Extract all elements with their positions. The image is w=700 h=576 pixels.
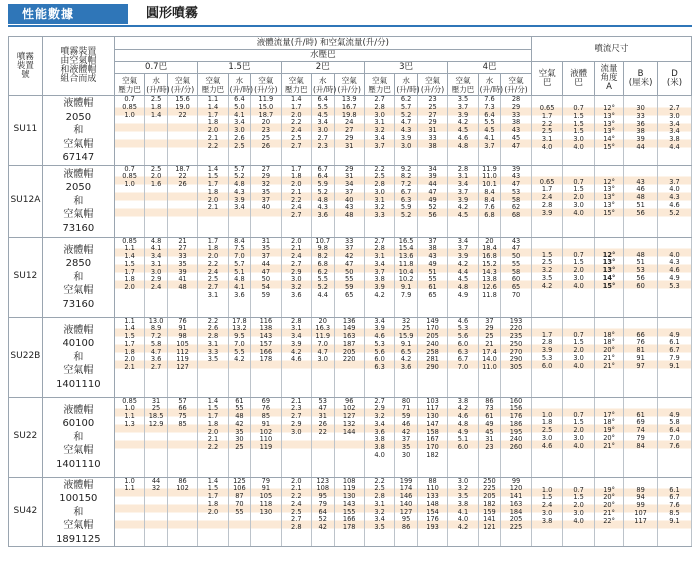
spray-cell: 30 33 36 38 39 44 bbox=[624, 96, 658, 166]
flow-cell: 1.1 1.4 1.7 1.8 2.0 2.1 2.2 bbox=[198, 96, 228, 166]
spray-cell: 0.7 1.5 2.0 3.0 4.0 bbox=[563, 397, 595, 477]
header-pressure-3: 3巴 bbox=[364, 62, 447, 74]
flow-cell: 43 47 50 55 58 60 65 70 bbox=[501, 237, 532, 317]
flow-cell: 7.6 7.3 6.4 5.5 4.5 4.1 3.7 bbox=[478, 96, 501, 166]
flow-cell: 6.4 5.5 4.5 3.4 3.0 2.7 2.3 bbox=[311, 96, 334, 166]
flow-cell: 37 38 43 49 51 55 61 65 bbox=[417, 237, 447, 317]
subheader-air: 空氣 (升/分) bbox=[501, 74, 532, 96]
flow-cell: 250 225 205 182 159 141 121 bbox=[478, 477, 501, 547]
flow-cell: 17.8 13.2 9.5 7.0 5.5 4.2 bbox=[228, 317, 251, 397]
combo-cell: 液體帽 40100 和 空氣帽 1401110 bbox=[42, 317, 114, 397]
flow-cell: 2.5 2.0 1.6 bbox=[145, 165, 168, 237]
spray-cell: 6.1 6.7 7.6 8.5 9.1 bbox=[657, 477, 691, 547]
flow-cell: 2.2 2.6 2.8 3.1 3.3 3.5 bbox=[198, 317, 228, 397]
subheader-water: 水 (升/時) bbox=[312, 75, 337, 94]
flow-cell: 53 47 31 26 22 bbox=[311, 397, 334, 477]
flow-cell: 2.7 2.8 3.1 3.4 3.7 3.8 3.9 4.2 bbox=[364, 237, 394, 317]
subheader-air: 空氣 (升/分) bbox=[334, 74, 364, 96]
subheader-air: 空氣 (升/分) bbox=[251, 74, 281, 96]
flow-cell: 69 76 85 91 102 110 119 bbox=[251, 397, 281, 477]
header-flow-group: 液體流量(升/時) 和空氣流量(升/分) bbox=[114, 37, 531, 50]
flow-cell: 2.2 2.5 2.8 3.0 3.1 3.2 3.3 bbox=[364, 165, 394, 237]
flow-cell: 33 37 42 47 50 55 59 65 bbox=[334, 237, 364, 317]
header-spray-air: 空氣 巴 bbox=[531, 62, 563, 96]
flow-cell: 39 43 47 53 58 62 68 bbox=[501, 165, 532, 237]
spray-cell: 0.65 1.7 2.4 2.8 3.9 bbox=[531, 165, 563, 237]
spray-cell: 48 51 53 56 60 bbox=[624, 237, 658, 317]
spray-cell: 1.0 1.8 2.5 3.0 4.6 bbox=[531, 397, 563, 477]
header-spray-b: B (厘米) bbox=[624, 62, 658, 96]
header-model: 噴霧 裝置 號 bbox=[9, 37, 43, 96]
table-row bbox=[9, 317, 692, 397]
model-cell: SU12 bbox=[9, 237, 43, 317]
flow-cell: 0.7 0.85 1.0 bbox=[114, 96, 144, 166]
flow-cell: 13.0 8.9 7.2 5.8 4.7 3.6 2.7 bbox=[145, 317, 168, 397]
flow-cell: 103 117 130 147 158 167 170 182 bbox=[417, 397, 447, 477]
spray-cell: 1.0 1.5 2.4 3.0 3.8 bbox=[531, 477, 563, 547]
flow-cell: 3.8 4.2 4.6 4.8 4.9 5.1 6.0 bbox=[448, 397, 478, 477]
header-water-pressure: 水壓巴 bbox=[114, 50, 531, 62]
model-cell: SU22B bbox=[9, 317, 43, 397]
model-cell: SU22 bbox=[9, 397, 43, 477]
flow-cell: 15.6 19.0 22 bbox=[167, 96, 197, 166]
header-pressure-0: 0.7巴 bbox=[114, 62, 197, 74]
flow-cell: 1.4 1.5 1.7 1.8 2.0 2.1 bbox=[198, 165, 228, 237]
flow-cell: 20 18.4 16.8 15.2 14.3 13.8 12.6 11.8 bbox=[478, 237, 501, 317]
flow-cell: 86 102 bbox=[167, 477, 197, 547]
flow-cell: 3.4 3.9 4.6 5.3 5.6 6.0 6.3 bbox=[364, 317, 394, 397]
subheader-water: 水 (升/時) bbox=[479, 75, 504, 94]
spray-cell: 0.7 1.5 1.5 1.5 3.0 4.0 bbox=[563, 96, 595, 166]
flow-cell: 9.2 8.2 7.2 6.7 6.3 5.9 5.2 bbox=[395, 165, 418, 237]
table-row bbox=[9, 477, 692, 547]
flow-cell: 31 35 37 44 47 50 54 59 bbox=[251, 237, 281, 317]
flow-cell: 3.4 3.7 3.9 4.2 4.4 4.5 4.8 4.9 bbox=[448, 237, 478, 317]
table-row bbox=[9, 237, 692, 317]
spray-cell: 0.7 1.5 2.0 3.0 4.0 bbox=[563, 237, 595, 317]
flow-cell: 76 91 98 105 112 119 127 bbox=[167, 317, 197, 397]
flow-cell: 1.7 1.8 2.0 2.1 2.2 2.4 2.7 bbox=[281, 165, 311, 237]
spray-cell: 17° 18° 19° 20° 21° bbox=[594, 397, 623, 477]
subheader-air-pressure: 空氣 壓力巴 bbox=[364, 74, 394, 96]
flow-cell: 11.9 15.0 18.7 20 23 25 26 bbox=[251, 96, 281, 166]
flow-cell: 160 156 176 186 195 240 260 bbox=[501, 397, 532, 477]
flow-cell: 125 106 87 70 55 bbox=[228, 477, 251, 547]
flow-cell: 2.8 3.1 3.4 3.7 3.9 4.2 4.5 bbox=[448, 165, 478, 237]
subheader-water: 水 (升/時) bbox=[229, 75, 254, 94]
spray-cell: 18° 18° 20° 21° 21° bbox=[594, 317, 623, 397]
subheader-air: 空氣 (升/分) bbox=[167, 74, 197, 96]
spray-cell: 12° 13° 13° 14° 15° bbox=[594, 237, 623, 317]
flow-cell: 28 29 33 38 43 45 47 bbox=[501, 96, 532, 166]
spray-cell: 43 46 48 51 56 bbox=[624, 165, 658, 237]
flow-cell: 3.0 3.2 3.5 3.8 4.1 4.0 4.2 bbox=[448, 477, 478, 547]
flow-cell: 1.1 1.4 1.5 1.7 1.8 2.0 2.1 bbox=[114, 317, 144, 397]
flow-cell: 31 25 18.5 12.9 bbox=[145, 397, 168, 477]
flow-cell: 108 119 130 143 155 166 178 bbox=[334, 477, 364, 547]
flow-cell: 99 120 141 163 184 205 225 bbox=[501, 477, 532, 547]
flow-cell: 61 55 48 42 35 30 25 bbox=[228, 397, 251, 477]
subheader-air-pressure: 空氣 壓力巴 bbox=[281, 74, 311, 96]
flow-cell: 2.7 2.8 3.0 3.1 3.2 3.4 3.7 bbox=[364, 96, 394, 166]
header-spray-liquid: 液體 巴 bbox=[563, 62, 595, 96]
flow-cell: 10.7 9.8 8.2 6.8 6.2 5.5 5.2 4.4 bbox=[311, 237, 334, 317]
spray-cell: 1.7 2.8 3.9 5.3 6.0 bbox=[531, 317, 563, 397]
flow-cell: 37 29 25 21 17.4 14.0 11.0 bbox=[478, 317, 501, 397]
subheader-water: 水 (升/時) bbox=[146, 75, 170, 94]
flow-cell: 44 32 bbox=[145, 477, 168, 547]
flow-cell: 6.4 5.0 4.1 3.4 3.0 2.6 2.5 bbox=[228, 96, 251, 166]
header-pressure-2: 2巴 bbox=[281, 62, 364, 74]
spray-cell: 0.7 1.5 2.0 3.0 4.0 bbox=[563, 165, 595, 237]
model-cell: SU12A bbox=[9, 165, 43, 237]
table-row bbox=[9, 397, 692, 477]
header-pressure-1: 1.5巴 bbox=[198, 62, 281, 74]
header-spray-size: 噴流尺寸 bbox=[531, 37, 691, 62]
combo-cell: 液體帽 2050 和 空氣帽 73160 bbox=[42, 165, 114, 237]
flow-cell: 1.4 1.7 2.0 2.2 2.4 2.5 2.7 bbox=[281, 96, 311, 166]
header-spray-d: D (米) bbox=[657, 62, 691, 96]
spray-cell: 2.7 3.0 3.4 3.4 3.8 4.4 bbox=[657, 96, 691, 166]
spray-cell: 12° 13° 13° 13° 15° bbox=[594, 165, 623, 237]
flow-cell: 199 174 146 140 127 95 86 bbox=[395, 477, 418, 547]
flow-cell: 2.5 1.8 1.4 bbox=[145, 96, 168, 166]
header-divider bbox=[8, 25, 692, 27]
flow-cell: 2.0 2.1 2.2 2.4 2.5 2.7 2.8 bbox=[281, 477, 311, 547]
flow-cell: 116 138 143 157 166 178 bbox=[251, 317, 281, 397]
spray-cell: 66 76 81 91 97 bbox=[624, 317, 658, 397]
header-pressure-4: 4巴 bbox=[448, 62, 532, 74]
flow-cell: 149 170 205 240 258 281 290 bbox=[417, 317, 447, 397]
spray-cell: 0.7 1.5 2.0 3.0 4.0 bbox=[563, 317, 595, 397]
flow-cell: 13.9 16.7 19.8 24 27 29 31 bbox=[334, 96, 364, 166]
flow-cell: 29 31 34 37 40 43 48 bbox=[334, 165, 364, 237]
flow-cell: 2.1 2.3 2.7 2.9 3.0 bbox=[281, 397, 311, 477]
flow-cell: 16.5 15.4 13.6 11.8 10.4 10.2 9.1 7.9 bbox=[395, 237, 418, 317]
flow-cell: 1.0 1.1 bbox=[114, 477, 144, 547]
flow-cell: 80 71 59 46 42 37 35 30 bbox=[395, 397, 418, 477]
section-header bbox=[8, 4, 692, 26]
flow-cell: 2.0 2.1 2.4 2.7 2.9 3.0 3.2 3.6 bbox=[281, 237, 311, 317]
spray-cell: 19° 20° 20° 21° 22° bbox=[594, 477, 623, 547]
flow-cell: 2.7 2.9 3.2 3.4 3.6 3.8 3.8 4.0 bbox=[364, 397, 394, 477]
spray-cell: 0.65 1.7 2.2 2.5 3.1 4.0 bbox=[531, 96, 563, 166]
header-combo: 噴霧裝置 由空氣帽 和液體帽 組合而成 bbox=[42, 37, 114, 96]
flow-cell: 32 25 15.9 9.1 6.5 4.2 3.6 bbox=[395, 317, 418, 397]
subheader-air: 空氣 (升/分) bbox=[417, 74, 447, 96]
flow-cell: 57 66 75 85 bbox=[167, 397, 197, 477]
flow-cell: 1.7 1.8 2.0 2.2 2.4 2.5 2.7 3.1 bbox=[198, 237, 228, 317]
flow-cell: 123 108 95 79 64 52 42 bbox=[311, 477, 334, 547]
flow-cell: 8.4 7.5 7.0 5.7 5.1 4.8 4.1 3.6 bbox=[228, 237, 251, 317]
flow-cell: 136 149 163 187 205 220 bbox=[334, 317, 364, 397]
flow-cell: 20 16.3 11.9 7.0 4.7 3.0 bbox=[311, 317, 334, 397]
combo-cell: 液體帽 2850 和 空氣帽 73160 bbox=[42, 237, 114, 317]
flow-cell: 5.7 5.2 4.8 4.3 3.9 3.4 bbox=[228, 165, 251, 237]
table-row bbox=[9, 96, 692, 166]
flow-cell: 1.4 1.5 1.7 1.8 2.0 2.1 2.2 bbox=[198, 397, 228, 477]
model-cell: SU11 bbox=[9, 96, 43, 166]
flow-cell: 0.85 1.1 1.4 1.5 1.7 1.8 2.0 bbox=[114, 237, 144, 317]
spray-cell: 0.7 1.5 2.0 3.0 4.0 bbox=[563, 477, 595, 547]
combo-cell: 液體帽 100150 和 空氣帽 1891125 bbox=[42, 477, 114, 547]
flow-cell: 3.5 3.7 3.9 4.2 4.5 4.6 4.8 bbox=[448, 96, 478, 166]
flow-cell: 2.2 2.5 2.8 3.1 3.2 3.4 3.5 bbox=[364, 477, 394, 547]
spray-cell: 3.7 4.0 4.3 4.6 5.2 bbox=[657, 165, 691, 237]
flow-cell: 4.6 5.3 5.6 6.0 6.3 6.7 7.0 bbox=[448, 317, 478, 397]
flow-cell: 1.4 1.5 1.7 1.8 2.0 bbox=[198, 477, 228, 547]
flow-cell: 11.9 11.0 10.1 8.4 8.4 7.6 6.8 bbox=[478, 165, 501, 237]
spray-cell: 4.9 6.1 6.7 7.9 9.1 bbox=[657, 317, 691, 397]
spray-cell: 12° 13° 13° 13° 14° 15° bbox=[594, 96, 623, 166]
spray-cell: 89 94 99 107 117 bbox=[624, 477, 658, 547]
subheader-water: 水 (升/時) bbox=[396, 75, 420, 94]
table-row bbox=[9, 165, 692, 237]
flow-cell: 193 220 235 250 270 290 305 bbox=[501, 317, 532, 397]
flow-cell: 88 110 133 148 154 176 193 bbox=[417, 477, 447, 547]
flow-cell: 18.7 22 26 bbox=[167, 165, 197, 237]
model-cell: SU42 bbox=[9, 477, 43, 547]
performance-table bbox=[8, 36, 692, 547]
flow-cell: 21 27 33 35 39 41 48 bbox=[167, 237, 197, 317]
spray-cell: 61 69 74 79 84 bbox=[624, 397, 658, 477]
subheader-air-pressure: 空氣 壓力巴 bbox=[198, 74, 228, 96]
flow-cell: 86 73 61 49 45 31 23 bbox=[478, 397, 501, 477]
subheader-air-pressure: 空氣 壓力巴 bbox=[448, 74, 478, 96]
page-title: 圓形噴霧 bbox=[146, 6, 199, 21]
flow-cell: 96 102 127 132 144 bbox=[334, 397, 364, 477]
flow-cell: 27 29 32 35 37 40 bbox=[251, 165, 281, 237]
subheader-air-pressure: 空氣 壓力巴 bbox=[114, 74, 144, 96]
flow-cell: 0.7 0.85 1.0 bbox=[114, 165, 144, 237]
header-spray-angle: 流量 角度 A bbox=[594, 62, 623, 96]
combo-cell: 液體帽 2050 和 空氣帽 67147 bbox=[42, 96, 114, 166]
flow-cell: 2.8 3.1 3.4 3.9 4.2 4.6 bbox=[281, 317, 311, 397]
flow-cell: 4.8 4.1 3.4 3.1 3.0 2.9 2.4 bbox=[145, 237, 168, 317]
spray-cell: 1.5 2.5 3.2 3.5 4.2 bbox=[531, 237, 563, 317]
flow-cell: 6.7 6.4 5.9 5.2 4.8 4.3 3.6 bbox=[311, 165, 334, 237]
flow-cell: 23 25 27 29 31 33 38 bbox=[417, 96, 447, 166]
combo-cell: 液體帽 60100 和 空氣帽 1401110 bbox=[42, 397, 114, 477]
flow-cell: 34 39 44 47 49 52 56 bbox=[417, 165, 447, 237]
spray-cell: 4.9 5.8 6.4 7.0 7.6 bbox=[657, 397, 691, 477]
flow-cell: 6.2 5.7 5.2 4.7 4.3 3.9 3.0 bbox=[395, 96, 418, 166]
flow-cell: 0.85 1.0 1.1 1.3 bbox=[114, 397, 144, 477]
flow-cell: 79 91 105 118 130 bbox=[251, 477, 281, 547]
spray-cell: 4.0 4.3 4.6 4.9 5.3 bbox=[657, 237, 691, 317]
section-tab: 性能數據 bbox=[8, 4, 128, 24]
